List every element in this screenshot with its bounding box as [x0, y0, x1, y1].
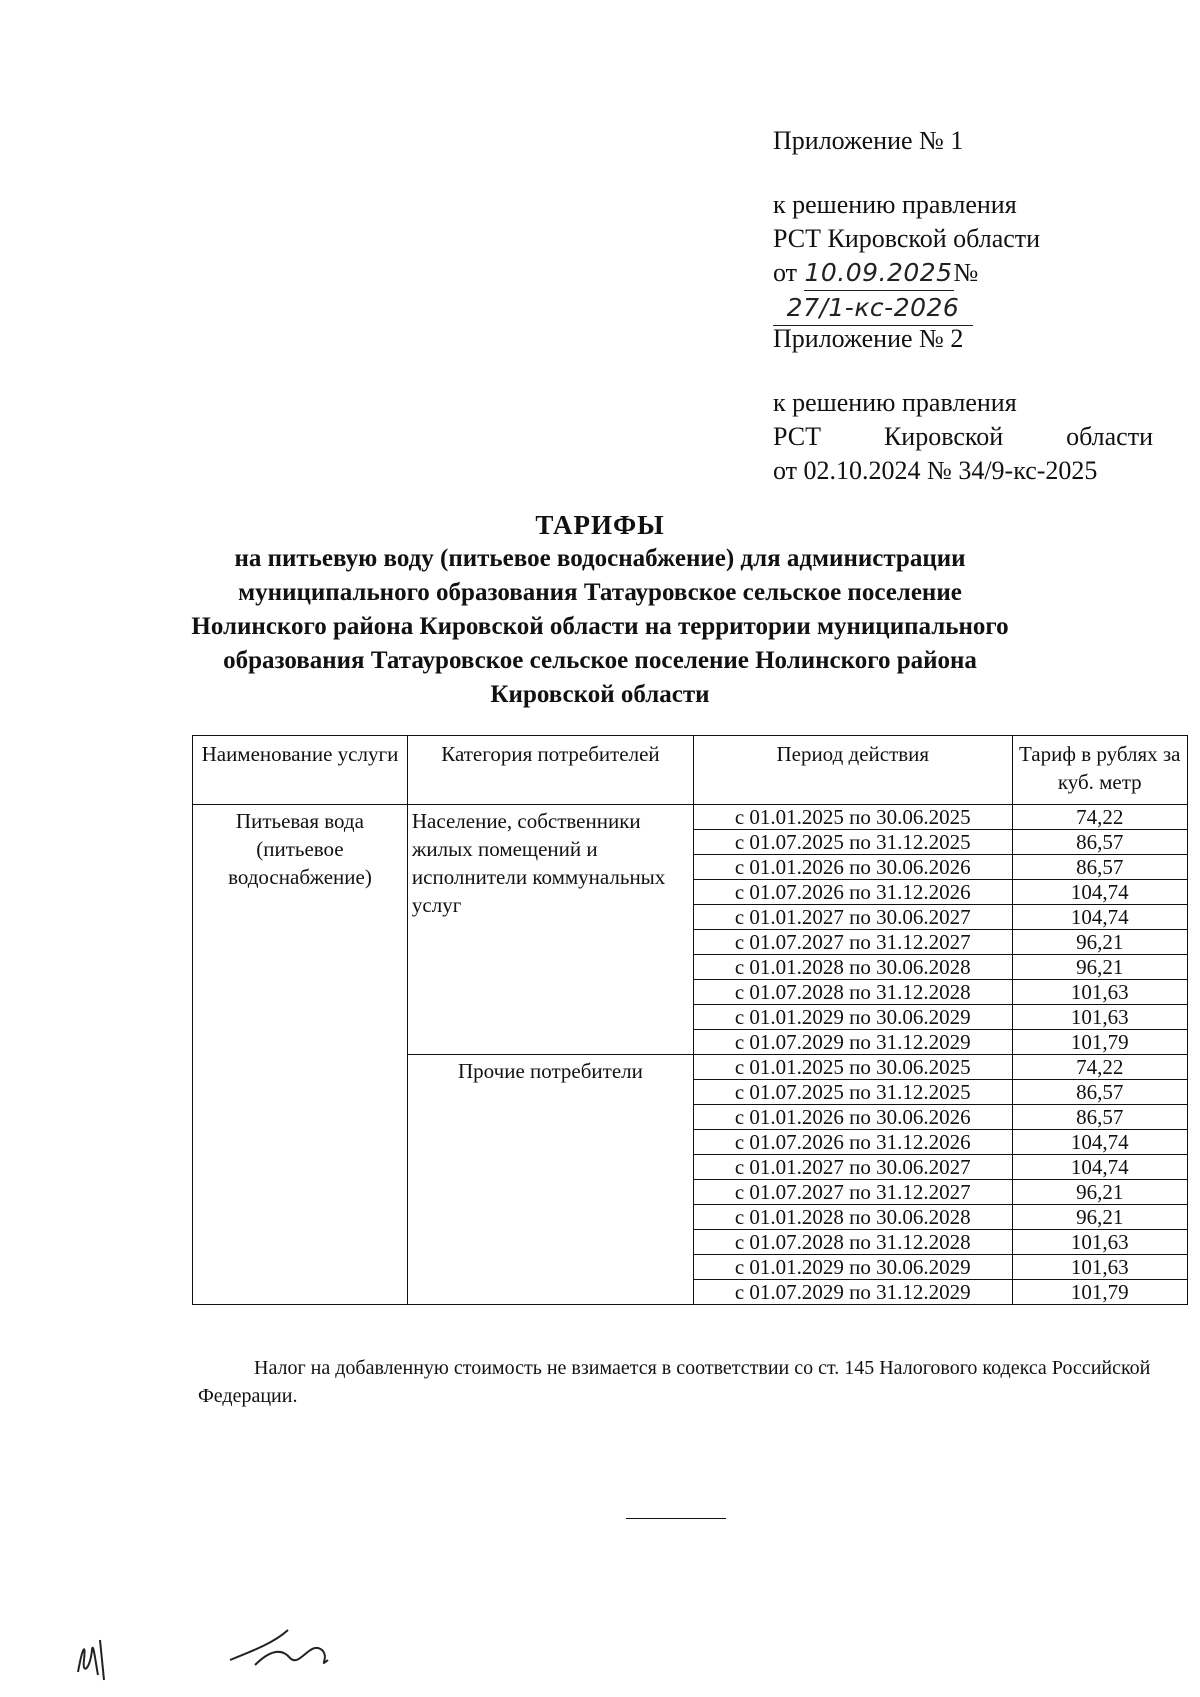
period-cell: с 01.01.2028 по 30.06.2028: [694, 955, 1013, 980]
appendix-1-date-prefix: от: [773, 258, 798, 287]
appendix-2-block: [773, 322, 1153, 488]
tariff-value-cell: 96,21: [1012, 1205, 1187, 1230]
tariff-value-cell: 86,57: [1012, 1080, 1187, 1105]
tariff-value-cell: 104,74: [1012, 905, 1187, 930]
tariff-value-cell: 101,79: [1012, 1030, 1187, 1055]
period-cell: с 01.07.2027 по 31.12.2027: [694, 930, 1013, 955]
tariff-value-cell: 86,57: [1012, 830, 1187, 855]
appendix-1-title: Приложение № 1: [773, 126, 964, 155]
period-cell: с 01.01.2026 по 30.06.2026: [694, 1105, 1013, 1130]
tariff-value-cell: 96,21: [1012, 955, 1187, 980]
tariff-value-cell: 104,74: [1012, 1130, 1187, 1155]
appendix-1-line-1: к решению правления: [773, 190, 1017, 219]
initials-mark-left: [78, 1640, 104, 1680]
appendix-1-number-prefix: №: [953, 258, 979, 287]
tariff-value-cell: 101,63: [1012, 980, 1187, 1005]
period-cell: с 01.01.2025 по 30.06.2025: [694, 805, 1013, 830]
tariff-table: [192, 735, 1188, 1305]
appendix-2-word-3: области: [1066, 422, 1153, 451]
appendix-1-block: [773, 124, 1153, 326]
title-main: ТАРИФЫ: [535, 510, 665, 540]
title-line: Нолинского района Кировской области на территории муниципального: [191, 613, 1009, 640]
tariff-value-cell: 86,57: [1012, 1105, 1187, 1130]
handwritten-initials: [60, 1620, 380, 1690]
tariff-value-cell: 86,57: [1012, 855, 1187, 880]
tariff-value-cell: 101,63: [1012, 1230, 1187, 1255]
period-cell: с 01.07.2028 по 31.12.2028: [694, 1230, 1013, 1255]
service-name-cell: Питьевая вода (питьевое водоснабжение): [193, 805, 408, 1305]
appendix-2-word-2: Кировской: [883, 422, 1004, 451]
period-cell: с 01.01.2025 по 30.06.2025: [694, 1055, 1013, 1080]
title-line: Кировской области: [490, 681, 710, 708]
tax-note: Налог на добавленную стоимость не взимается в соответствии со ст. 145 Налогового кодекса Российской Федерации.: [198, 1357, 1151, 1407]
tariff-value-cell: 104,74: [1012, 1155, 1187, 1180]
tariff-value-cell: 74,22: [1012, 1055, 1187, 1080]
period-cell: с 01.01.2028 по 30.06.2028: [694, 1205, 1013, 1230]
table-row: [193, 805, 1188, 830]
tariff-value-cell: 101,79: [1012, 1280, 1187, 1305]
handwritten-date: 10.09.2025: [804, 256, 954, 291]
tariff-value-cell: 96,21: [1012, 930, 1187, 955]
document-title: [130, 508, 1070, 712]
period-cell: с 01.07.2029 по 31.12.2029: [694, 1280, 1013, 1305]
appendix-2-line-3: от 02.10.2024 № 34/9-кс-2025: [773, 456, 1098, 485]
title-line: на питьевую воду (питьевое водоснабжение) для администрации: [234, 545, 966, 572]
appendix-2-decision: [773, 386, 1153, 488]
tariff-value-cell: 74,22: [1012, 805, 1187, 830]
period-cell: с 01.07.2028 по 31.12.2028: [694, 980, 1013, 1005]
consumer-category-cell: Прочие потребители: [407, 1055, 693, 1305]
initials-mark-right: [230, 1630, 328, 1665]
period-cell: с 01.07.2027 по 31.12.2027: [694, 1180, 1013, 1205]
period-cell: с 01.07.2026 по 31.12.2026: [694, 1130, 1013, 1155]
header-period: Период действия: [694, 736, 1013, 805]
title-line: образования Татауровское сельское поселение Нолинского района: [223, 647, 977, 674]
consumer-category-cell: Население, собственники жилых помещений и исполнители коммунальных услуг: [407, 805, 693, 1055]
tariff-value-cell: 96,21: [1012, 1180, 1187, 1205]
tariff-table-body: [193, 805, 1188, 1305]
appendix-2-word-1: РСТ: [773, 422, 822, 451]
tariff-value-cell: 101,63: [1012, 1255, 1187, 1280]
table-header-row: [193, 736, 1188, 805]
period-cell: с 01.07.2025 по 31.12.2025: [694, 830, 1013, 855]
header-category: Категория потребителей: [407, 736, 693, 805]
period-cell: с 01.01.2026 по 30.06.2026: [694, 855, 1013, 880]
header-service: Наименование услуги: [193, 736, 408, 805]
handwritten-number: 27/1-кс-2026: [773, 291, 973, 326]
period-cell: с 01.07.2029 по 31.12.2029: [694, 1030, 1013, 1055]
appendix-1-line-2: РСТ Кировской области: [773, 224, 1041, 253]
appendix-2-title: Приложение № 2: [773, 324, 964, 353]
period-cell: с 01.07.2026 по 31.12.2026: [694, 880, 1013, 905]
appendix-1-date-line: [773, 256, 1153, 326]
divider-line: [626, 1518, 726, 1519]
title-line: муниципального образования Татауровское сельское поселение: [238, 579, 962, 606]
period-cell: с 01.07.2025 по 31.12.2025: [694, 1080, 1013, 1105]
appendix-2-line-1: к решению правления: [773, 388, 1017, 417]
tariff-value-cell: 101,63: [1012, 1005, 1187, 1030]
header-tariff: Тариф в рублях за куб. метр: [1012, 736, 1187, 805]
period-cell: с 01.01.2029 по 30.06.2029: [694, 1005, 1013, 1030]
period-cell: с 01.01.2027 по 30.06.2027: [694, 1155, 1013, 1180]
tariff-value-cell: 104,74: [1012, 880, 1187, 905]
period-cell: с 01.01.2027 по 30.06.2027: [694, 905, 1013, 930]
appendix-1-decision: [773, 188, 1153, 326]
period-cell: с 01.01.2029 по 30.06.2029: [694, 1255, 1013, 1280]
appendix-2-line-2: [773, 420, 1153, 454]
